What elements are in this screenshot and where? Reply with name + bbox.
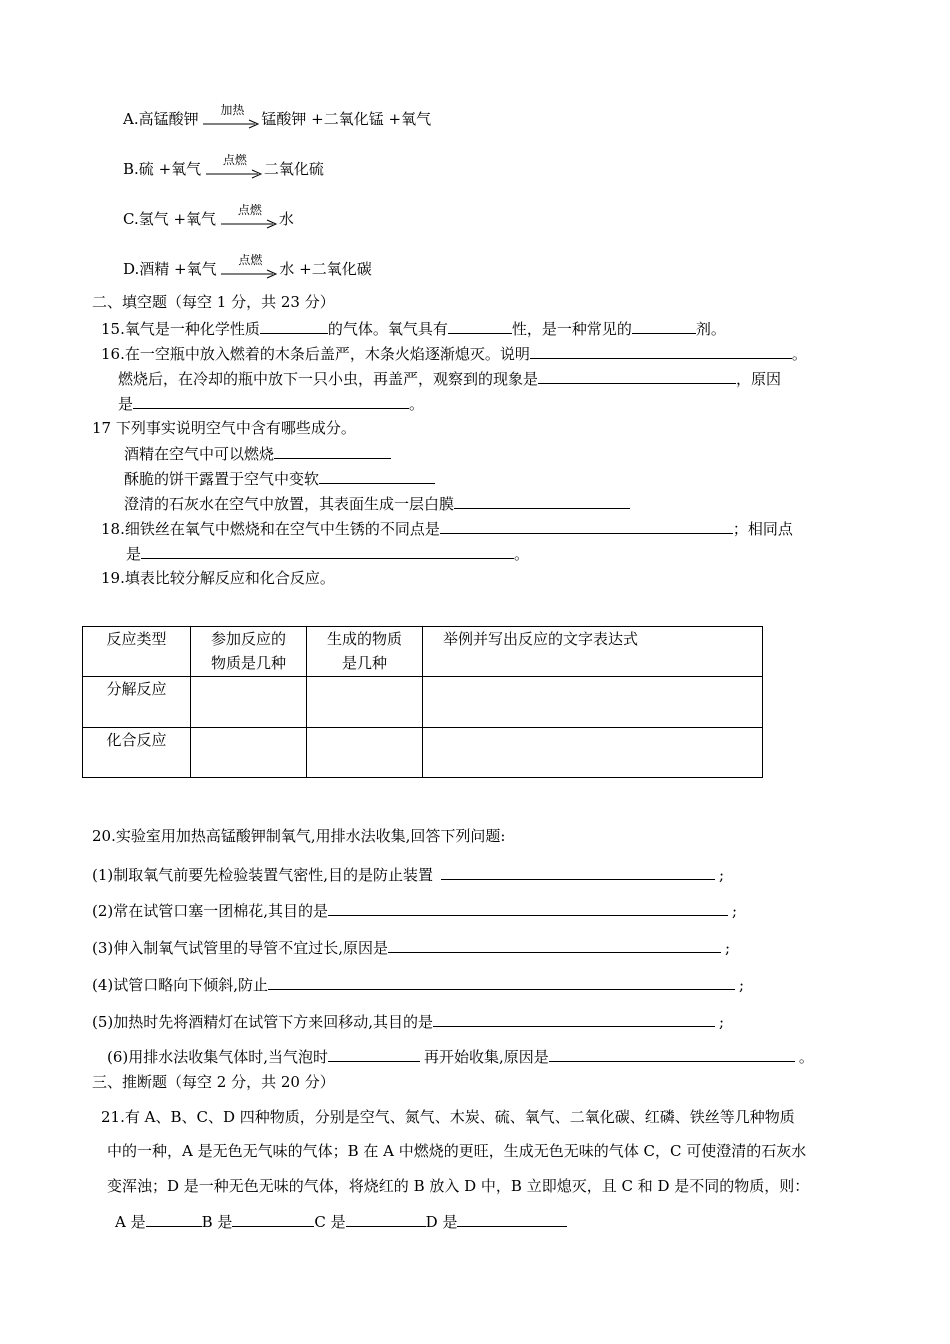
answer-cell[interactable] (423, 728, 763, 778)
answer-cell[interactable] (191, 728, 307, 778)
column-header: 生成的物质 是几种 (307, 627, 423, 677)
option-d: D.酒精 +氧气 点燃 水 +二氧化碳 (123, 253, 372, 278)
question-20-stem: 20.实验室用加热高锰酸钾制氧气,用排水法收集,回答下列问题: (92, 827, 506, 845)
answer-cell[interactable] (191, 677, 307, 728)
table-row (83, 728, 763, 778)
answer-blank[interactable] (274, 443, 391, 459)
reactant: 硫 +氧气 (138, 160, 202, 178)
column-header: 举例并写出反应的文字表达式 (423, 627, 763, 677)
answer-blank[interactable] (441, 864, 715, 880)
section-heading: 三、推断题（每空 2 分，共 20 分） (92, 1073, 335, 1091)
reaction-condition: 加热 (220, 103, 245, 117)
answer-blank[interactable] (549, 1046, 795, 1062)
question-21-line: 中的一种，A 是无色无气味的气体；B 在 A 中燃烧的更旺，生成无色无味的气体 C，C 可使澄清的石灰水 (107, 1142, 807, 1160)
question-16-line3: 是 。 (118, 395, 425, 413)
answer-blank[interactable] (319, 468, 435, 484)
row-label: 化合反应 (83, 728, 191, 778)
column-header: 反应类型 (83, 627, 191, 677)
option-c: C.氢气 +氧气 点燃 水 (123, 203, 294, 228)
reaction-condition: 点燃 (222, 153, 247, 167)
answer-blank[interactable] (538, 368, 736, 384)
question-20-item: (1)制取氧气前要先检验装置气密性,目的是防止装置 ; (92, 866, 725, 884)
question-21-answers: A 是 B 是 C 是 D 是 (115, 1211, 567, 1232)
answer-blank[interactable] (530, 343, 792, 359)
answer-blank[interactable] (448, 318, 512, 334)
product: 水 +二氧化碳 (279, 260, 372, 278)
question-18-line1: 18.细铁丝在氧气中燃烧和在空气中生锈的不同点是 ；相同点 (101, 520, 793, 538)
reactant: 酒精 +氧气 (139, 260, 217, 278)
reaction-arrow (203, 103, 261, 130)
option-b: B.硫 +氧气 点燃 二氧化硫 (123, 153, 324, 178)
question-15: 15.氧气是一种化学性质 的气体。氧气具有 性，是一种常见的 剂。 (101, 320, 726, 338)
question-17-item: 澄清的石灰水在空气中放置，其表面生成一层白膜 (124, 493, 630, 514)
answer-blank[interactable] (433, 1011, 715, 1027)
product: 水 (278, 210, 294, 228)
section-heading: 二、填空题（每空 1 分，共 23 分） (92, 293, 335, 311)
option-a: A.高锰酸钾 加热 锰酸钾 +二氧化锰 +氧气 (123, 103, 432, 128)
answer-blank[interactable] (440, 518, 733, 534)
answer-blank[interactable] (260, 318, 328, 334)
reaction-condition: 点燃 (238, 253, 263, 267)
answer-cell[interactable] (307, 677, 423, 728)
question-20-item: (4)试管口略向下倾斜,防止 ; (92, 976, 745, 994)
answer-blank[interactable] (457, 1211, 567, 1227)
row-label: 分解反应 (83, 677, 191, 728)
question-16-line2: 燃烧后，在冷却的瓶中放下一只小虫，再盖严，观察到的现象是 ，原因 (118, 370, 782, 388)
question-20-item: (3)伸入制氧气试管里的导管不宜过长,原因是 ; (92, 939, 731, 957)
question-21-line: 变浑浊；D 是一种无色无味的气体，将烧红的 B 放入 D 中，B 立即熄灭，且 C 和 D 是不同的物质，则： (107, 1177, 810, 1195)
question-16-line1: 16.在一空瓶中放入燃着的木条后盖严，木条火焰逐渐熄灭。说明 。 (101, 345, 807, 363)
reaction-arrow (221, 253, 279, 280)
question-20-item: (5)加热时先将酒精灯在试管下方来回移动,其目的是 ; (92, 1013, 725, 1031)
answer-blank[interactable] (232, 1211, 314, 1227)
question-17-item: 酒精在空气中可以燃烧 (124, 443, 391, 464)
reaction-arrow (221, 203, 279, 230)
question-19-stem: 19.填表比较分解反应和化合反应。 (101, 569, 335, 587)
question-18-line2: 是 。 (126, 545, 530, 563)
question-20-item: (2)常在试管口塞一团棉花,其目的是 ; (92, 902, 738, 920)
answer-blank[interactable] (141, 543, 514, 559)
answer-blank[interactable] (146, 1211, 202, 1227)
answer-blank[interactable] (133, 393, 409, 409)
question-17-stem: 17 下列事实说明空气中含有哪些成分。 (92, 419, 356, 437)
table-header-row (83, 627, 763, 677)
answer-blank[interactable] (328, 1046, 420, 1062)
reactant: 氢气 +氧气 (138, 210, 217, 228)
question-21-line: 21.有 A、B、C、D 四种物质，分别是空气、氮气、木炭、硫、氧气、二氧化碳、红磷、铁丝等几种物质 (101, 1108, 795, 1126)
comparison-table (82, 626, 763, 778)
answer-blank[interactable] (346, 1211, 426, 1227)
product: 二氧化硫 (263, 160, 324, 178)
answer-blank[interactable] (632, 318, 696, 334)
column-header: 参加反应的 物质是几种 (191, 627, 307, 677)
reactant: 高锰酸钾 (138, 110, 199, 128)
reaction-condition: 点燃 (237, 203, 262, 217)
question-17-item: 酥脆的饼干露置于空气中变软 (124, 468, 435, 489)
answer-blank[interactable] (454, 493, 630, 509)
question-20-item: (6)用排水法收集气体时,当气泡时 再开始收集,原因是 。 (107, 1048, 814, 1066)
answer-blank[interactable] (388, 937, 721, 953)
reaction-arrow (206, 153, 264, 180)
answer-blank[interactable] (268, 974, 735, 990)
table-row (83, 677, 763, 728)
answer-blank[interactable] (328, 900, 728, 916)
answer-cell[interactable] (307, 728, 423, 778)
product: 锰酸钾 +二氧化锰 +氧气 (261, 110, 432, 128)
answer-cell[interactable] (423, 677, 763, 728)
